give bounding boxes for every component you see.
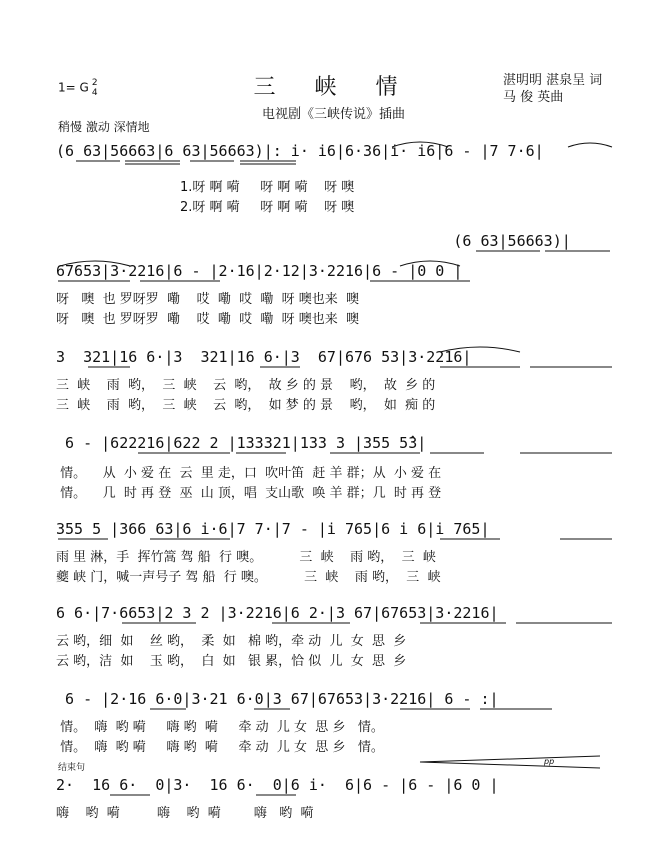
lyric-line-1: 情。 嗨 哟 嗬 嗨 哟 嗬 牵 动 儿 女 思 乡 情。	[56, 720, 384, 735]
notation-line: 3 321|16 6·|3 321|16 6·|3 67|676 53|3·2216|	[56, 348, 472, 366]
notation-line: (6 63|56663|6 63|56663)|: i· i6|6·36|i· i6|6 - |7 7·6|	[56, 142, 544, 160]
time-signature-top: 2	[91, 78, 98, 88]
dynamic-marking-pp: pp	[544, 757, 555, 766]
notation-line: 6 - |622216|622 2 |133321|133 3 |355 5̂3|	[56, 434, 427, 452]
lyric-line-1: 嗨 哟 嗬 嗨 哟 嗬 嗨 哟 嗬	[56, 806, 314, 821]
lyric-line-2: 夔 峡 门，喊一声号子 驾 船 行 噢。 三 峡 雨 哟， 三 峡	[56, 570, 441, 585]
lyric-line-2: 2.呀 啊 嗬 呀 啊 嗬 呀 噢	[56, 200, 355, 215]
time-signature-bottom: 4	[91, 88, 98, 98]
credits	[503, 72, 602, 106]
song-subtitle: 电视剧《三峡传说》插曲	[261, 107, 405, 122]
tempo-marking: 稍慢 激动 深情地	[58, 120, 150, 134]
lyric-line-2: 情。 几 时 再 登 巫 山 顶，唱 支山歌 唤 羊 群；几 时 再 登	[56, 486, 442, 501]
lyricist-credit: 湛明明 湛泉呈 词	[503, 73, 603, 88]
composer-credit: 马 俊 英曲	[503, 90, 564, 105]
notation-line: 6 6·|7·6653|2 3 2 |3·2216|6 2·|3 67|67653|3·2216|	[56, 604, 499, 622]
lyric-line-1: 1.呀 啊 嗬 呀 啊 嗬 呀 噢	[56, 180, 355, 195]
notation-line: (6 63|56663)|	[56, 232, 571, 250]
lyric-line-1: 三 峡 雨 哟， 三 峡 云 哟， 故 乡 的 景 哟， 故 乡 的	[56, 378, 436, 393]
lyric-line-2: 呀 噢 也 罗呀罗 嘞 哎 嘞 哎 嘞 呀 噢也来 噢	[56, 312, 360, 327]
lyric-line-2: 云 哟，洁 如 玉 哟， 白 如 银 累，恰 似 儿 女 思 乡	[56, 654, 407, 669]
notation-line: 6 - |2·16 6·0|3·21 6·0|3 67|67653|3·2216| 6 - :|	[56, 690, 499, 708]
ending-label: 结束句	[58, 763, 86, 773]
lyric-line-1: 情。 从 小 爱 在 云 里 走，口 吹叶笛 赶 羊 群；从 小 爱 在	[56, 466, 442, 481]
lyric-line-2: 情。 嗨 哟 嗬 嗨 哟 嗬 牵 动 儿 女 思 乡 情。	[56, 740, 384, 755]
key-label: 1= G	[58, 80, 89, 95]
song-title: 三 峡 情	[253, 75, 414, 100]
lyric-line-1: 呀 噢 也 罗呀罗 嘞 哎 嘞 哎 嘞 呀 噢也来 噢	[56, 292, 360, 307]
notation-line: 355 5 |366 63|6 i·6|7 7·|7 - |i 765|6 i 6|i 765|	[56, 520, 490, 538]
lyric-line-1: 云 哟，细 如 丝 哟， 柔 如 棉 哟，牵 动 儿 女 思 乡	[56, 634, 407, 649]
notation-line: 67653|3·2216|6 - |2·16|2·12|3·2216|6 - |0 0 |	[56, 262, 463, 280]
notation-line: 2· 16 6· 0|3· 16 6· 0|6 i· 6|6 - |6 - |6 0 |	[56, 776, 499, 794]
lyric-line-2: 三 峡 雨 哟， 三 峡 云 哟， 如 梦 的 景 哟， 如 痴 的	[56, 398, 436, 413]
lyric-line-1: 雨 里 淋，手 挥竹篙 驾 船 行 噢。 三 峡 雨 哟， 三 峡	[56, 550, 436, 565]
